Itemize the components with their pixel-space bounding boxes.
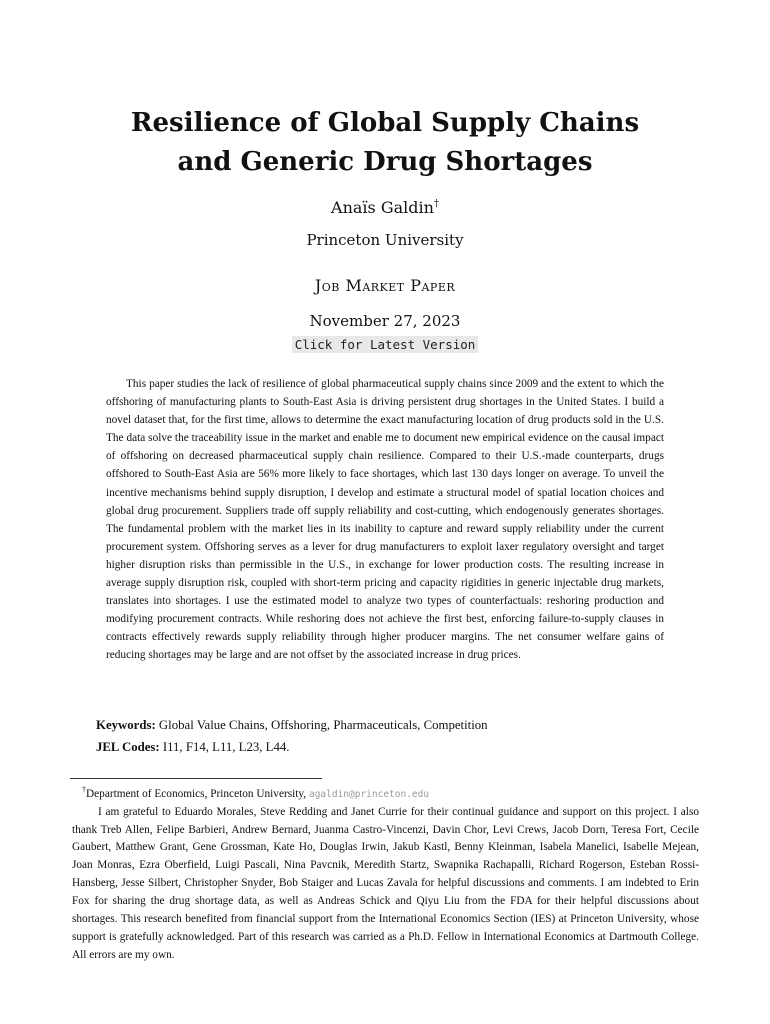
jel-text: I11, F14, L11, L23, L44.: [162, 740, 290, 754]
footnote: [72, 781, 699, 965]
keywords-text: Global Value Chains, Offshoring, Pharmaceuticals, Competition: [158, 718, 488, 732]
footnote-affiliation: [72, 781, 699, 804]
jel-line: [96, 736, 686, 758]
affiliation: Princeton University: [306, 231, 464, 249]
abstract: [106, 375, 664, 665]
title-line-1: Resilience of Global Supply Chains: [130, 108, 640, 138]
paper-title: [0, 104, 770, 182]
author-footnote-mark[interactable]: †: [433, 198, 439, 210]
latest-version-link[interactable]: Click for Latest Version: [292, 336, 479, 353]
latest-version-container: [0, 334, 770, 353]
keywords-line: [96, 714, 686, 736]
author: [0, 198, 770, 217]
author-name: Anaïs Galdin: [331, 198, 434, 217]
abstract-text: This paper studies the lack of resilience of global pharmaceutical supply chains since 2009 and the extent to which the offshoring of manufacturing plants to South-East Asia is driving persistent drug shortages in the United States. I build a novel dataset that, for the first time, allows to determine the exact manufacturing location of drug products sold in the U.S. The data solve the traceability issue in the market and enable me to document new empirical evidence on the causal impact of offshoring on decreased pharmaceutical supply chain resilience. Compared to their U.S.-made counterparts, drugs offshored to South-East Asia are 56% more likely to face shortages, which last 130 days longer on average. To unveil the incentive mechanisms behind supply disruption, I develop and estimate a structural model of spatial location choices and global drug procurement. Suppliers trade off supply reliability and cost-cutting, which endogenously generates shortages. The fundamental problem with the market lies in its inability to capture and reward supply reliability under the current procurement system. Offshoring serves as a lever for drug manufacturers to exploit laxer regulatory oversight and target higher disruption risks than permissible in the U.S., in exchange for lower production costs. The resulting increase in average supply disruption risk, coupled with short-term pricing and capacity rigidities in generic injectable drug markets, translates into shortages. I use the estimated model to analyze two types of counterfactuals: reshoring production and modifying procurement contracts. While reshoring does not achieve the first best, enforcing failure-to-supply clauses in contracts effectively rewards supply reliability through higher producer margins. The net consumer welfare gains of reducing shortages may be large and are not offset by the associated increase in drug prices.: [106, 378, 664, 662]
keywords-block: [96, 714, 686, 758]
footnote-acknowledgements: I am grateful to Eduardo Morales, Steve Redding and Janet Currie for their continual guidance and support on this project. I also thank Treb Allen, Felipe Barbieri, Andrew Bernard, Juanma Castro-Vincenzi, Davin Chor, Levi Crews, Jacob Dorn, Teresa Fort, Cecile Gaubert, Matthew Grant, Gene Grossman, Kate Ho, Douglas Irwin, Jakub Kastl, Benny Kleinman, Isabela Manelici, Isabelle Mejean, Joan Monras, Ezra Oberfield, Luigi Pascali, Nina Pavcnik, Meredith Startz, Swapnika Rachapalli, Richard Rogerson, Esteban Rossi-Hansberg, Jesse Silbert, Christopher Snyder, Bob Staiger and Lucas Zavala for helpful discussions and comments. I am indebted to Erin Fox for sharing the drug shortage data, as well as Andreas Schick and Qiyu Liu from the FDA for their helpful discussions about shortages. This research benefited from financial support from the International Economics Section (IES) at Princeton University, whose support is gratefully acknowledged. Part of this research was carried as a Ph.D. Fellow in International Economics at Dartmouth College. All errors are my own.: [72, 805, 699, 961]
paper-date: November 27, 2023: [309, 312, 461, 330]
email-link[interactable]: agaldin@princeton.edu: [308, 788, 430, 800]
footnote-dept: Department of Economics, Princeton University,: [86, 787, 307, 800]
jel-label: JEL Codes:: [96, 740, 160, 754]
paper-type: Job Market Paper: [314, 276, 456, 295]
footnote-divider: [70, 778, 322, 779]
footnote-mark: †: [82, 785, 86, 794]
title-line-2: and Generic Drug Shortages: [177, 147, 593, 177]
keywords-label: Keywords:: [96, 718, 156, 732]
